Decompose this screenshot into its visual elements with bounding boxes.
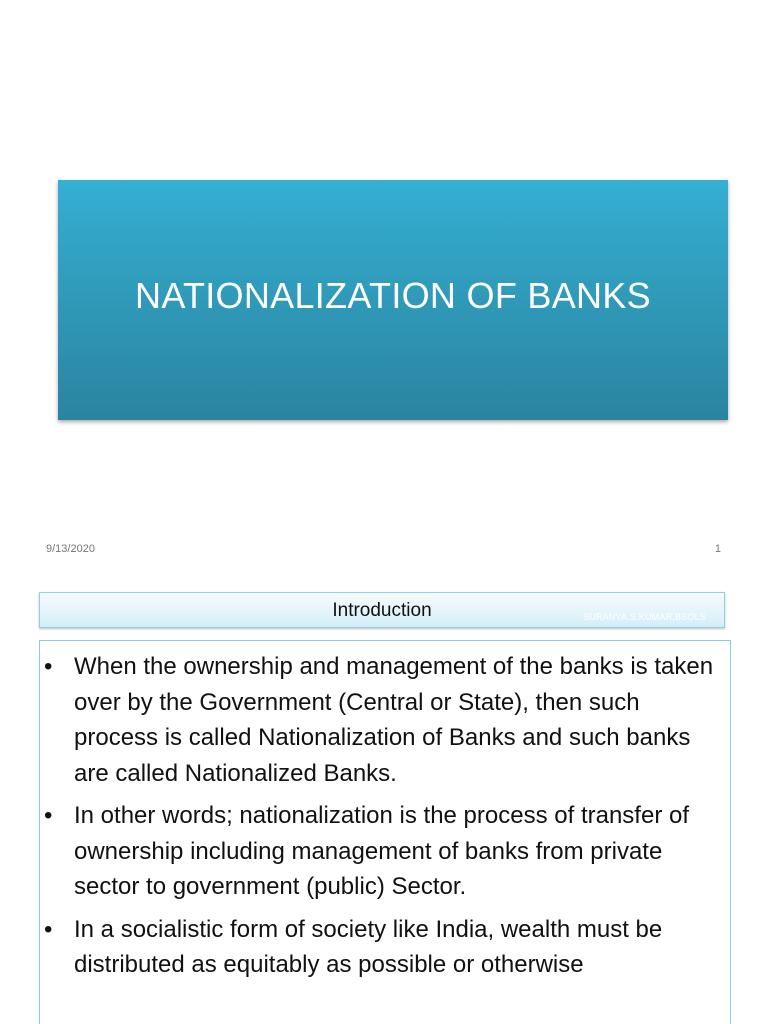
intro-heading-bar [39, 592, 725, 628]
bullet-icon: • [44, 915, 53, 943]
slide-date: 9/13/2020 [46, 543, 95, 555]
content-box [39, 640, 731, 1024]
bullet-text: In a socialistic form of society like India, wealth must be distributed as equitably as possible or otherwise [74, 915, 663, 978]
bullet-text: In other words; nationalization is the process of transfer of ownership including management of banks from private sector to government (public) Sector. [74, 802, 689, 900]
list-item [40, 649, 730, 791]
bullet-icon: • [44, 653, 53, 680]
slide-title-text: NATIONALIZATION OF BANKS [135, 275, 651, 316]
bullet-text: When the ownership and management of the banks is taken over by the Government (Central or State), then such process is called Nationalization of Banks and such banks are called Nationalized Banks. [74, 653, 714, 787]
list-item [40, 912, 730, 983]
title-banner [58, 180, 728, 420]
list-item [40, 798, 730, 905]
bullet-list [40, 649, 730, 990]
author-label: SURANYA.S.KUMAR,BSOLS [582, 612, 706, 622]
slide-page-number: 1 [714, 543, 721, 555]
intro-heading: Introduction [332, 600, 432, 621]
bullet-icon: • [44, 802, 53, 829]
